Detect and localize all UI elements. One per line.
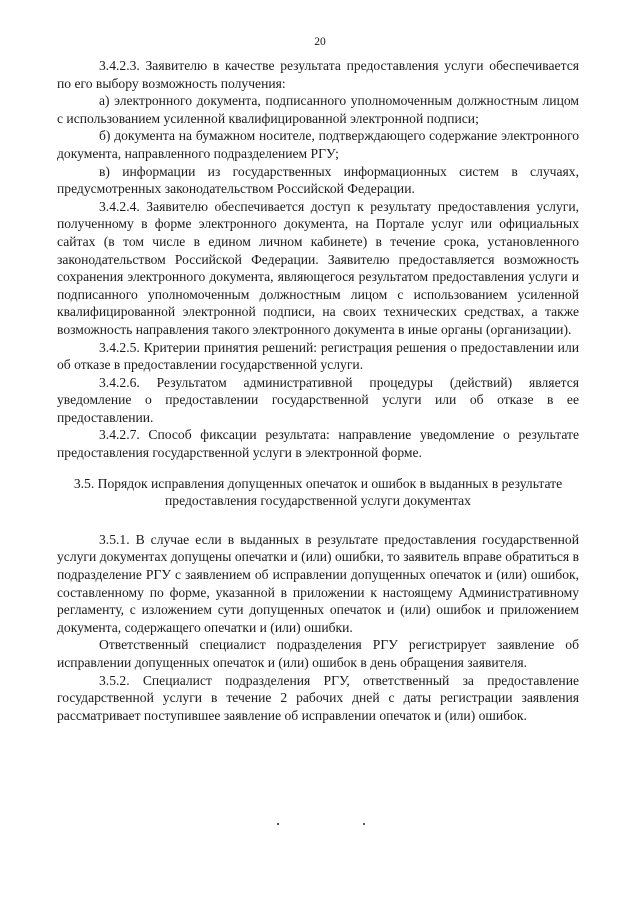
paragraph-3-5-1: 3.5.1. В случае если в выданных в результате предоставления государственной услуги документах допущены опечатки и (или) ошибки, то заявитель вправе обратиться в подразделение РГУ с заявлением об исправлении допущенных опечаток и (или) ошибок, составленному по форме, указанной в приложении к настоящему Административному регламенту, с изложением сути допущенных опечаток и (или) ошибок и приложением документа, содержащего опечатки и (или) ошибки. xyxy=(57,531,579,635)
scan-speck xyxy=(277,823,279,825)
list-item-c: в) информации из государственных информационных систем в случаях, предусмотренных законодательством Российской Федерации. xyxy=(57,163,579,197)
page-number: 20 xyxy=(314,36,326,48)
paragraph-3-4-2-7: 3.4.2.7. Способ фиксации результата: направление уведомление о результате предоставления государственной услуги в электронной форме. xyxy=(57,427,579,461)
paragraph-3-5-2: 3.5.2. Специалист подразделения РГУ, ответственный за предоставление государственной услуги в течение 2 рабочих дней с даты регистрации заявления рассматривает поступившее заявление об исправлении опечаток и (или) ошибок. xyxy=(57,672,579,723)
paragraph-3-4-2-6: 3.4.2.6. Результатом административной процедуры (действий) является уведомление о предоставлении государственной услуги или об отказе в ее предоставлении. xyxy=(57,374,579,425)
paragraph-3-4-2-5: 3.4.2.5. Критерии принятия решений: регистрация решения о предоставлении или об отказе в предоставлении государственной услуги. xyxy=(57,339,579,373)
paragraph-responsible-specialist: Ответственный специалист подразделения РГУ регистрирует заявление об исправлении допущенных опечаток и (или) ошибок в день обращения заявителя. xyxy=(57,637,579,670)
document-body xyxy=(57,57,579,724)
list-item-b: б) документа на бумажном носителе, подтверждающего содержание электронного документа, направленного подразделением РГУ; xyxy=(57,128,579,161)
paragraph-3-4-2-4: 3.4.2.4. Заявителю обеспечивается доступ к результату предоставления услуги, полученному в форме электронного документа, на Портале услуг или официальных сайтах (в том числе в едином личном кабинете) в течение срока, установленного законодательством Российской Федерации. Заявителю предоставляется возможность сохранения электронного документа, являющегося результатом предоставления услуги и подписанного уполномоченным должностным лицом с использованием усиленной квалифицированной электронной подписи, на своих технических средствах, а также возможность направления такого электронного документа в иные органы (организации). xyxy=(57,198,579,337)
list-item-a: а) электронного документа, подписанного уполномоченным должностным лицом с использованием усиленной квалифицированной электронной подписи; xyxy=(57,93,579,126)
scan-speck xyxy=(363,823,365,825)
paragraph-3-4-2-3: 3.4.2.3. Заявителю в качестве результата предоставления услуги обеспечивается по его выбору возможность получения: xyxy=(57,58,579,91)
section-heading-3-5: 3.5. Порядок исправления допущенных опечаток и ошибок в выданных в результате предоставления государственной услуги документах xyxy=(73,475,563,509)
